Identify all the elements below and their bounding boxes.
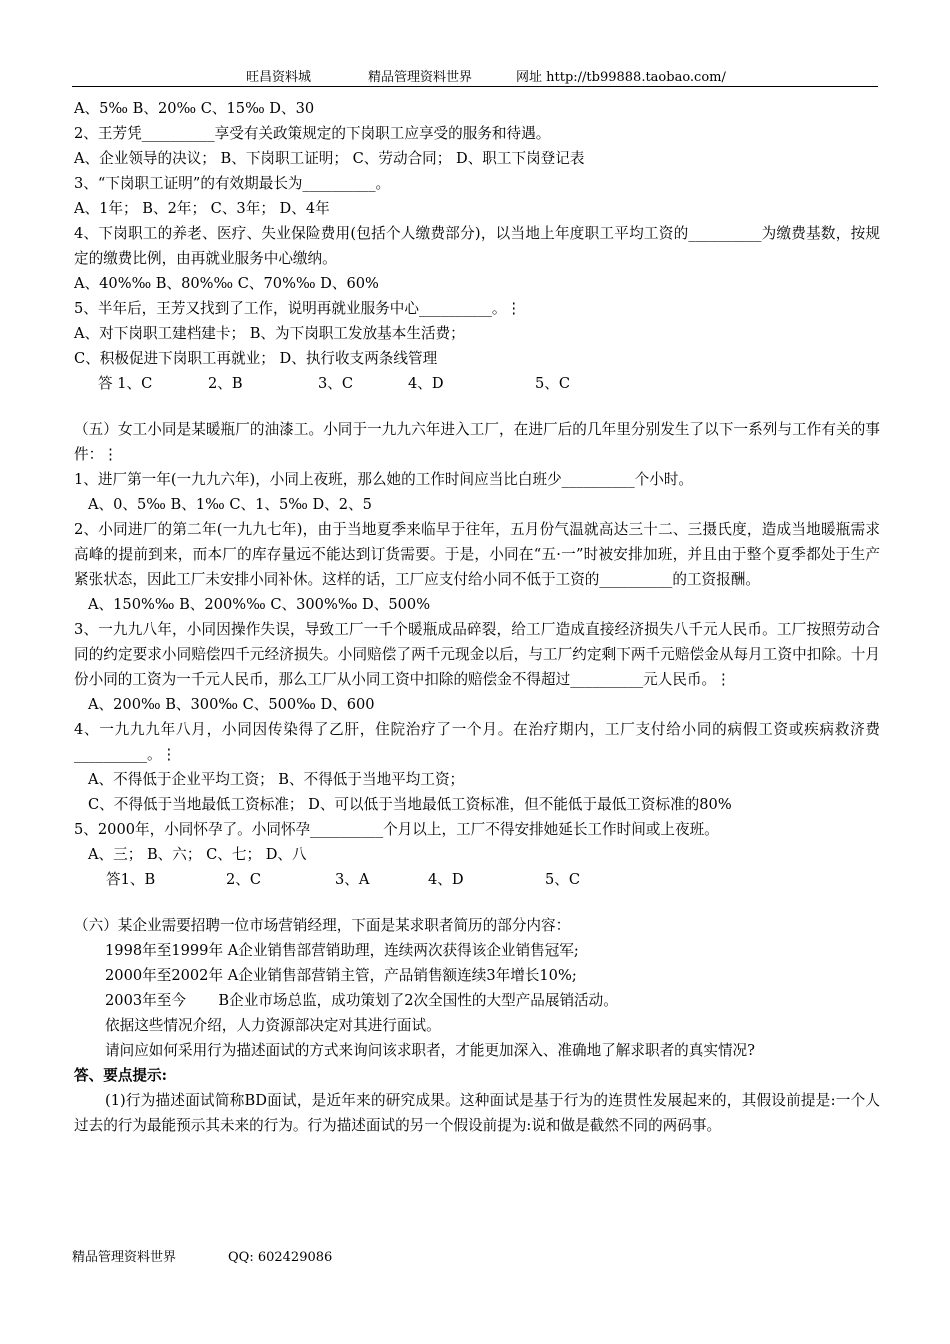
- s5-q3-text: 3、一九九八年，小同因操作失误，导致工厂一千个暖瓶成品碎裂，给工厂造成直接经济损失八千元人民币。工厂按照劳动合同的约定要求小同赔偿四千元经济损失。小同赔偿了两千元现金以后，与工厂约定剩下两千元赔偿金从每月工资中扣除。十月份小同的工资为一千元人民币，那么工厂从小同工资中扣除的赔偿金不得超过__________元人民币。⋮: [74, 621, 880, 688]
- answer-item: 3、C: [318, 375, 354, 392]
- resume-line-2: 2000年至2002年 A企业销售部营销主管，产品销售额连续3年增长10%;: [105, 967, 577, 984]
- q1-options: A、5‰ B、20‰ C、15‰ D、30: [74, 100, 315, 117]
- s5-q4-text: 4、一九九九年八月，小同因传染得了乙肝，住院治疗了一个月。在治疗期内，工厂支付给小同的病假工资或疾病救济费__________。⋮: [74, 721, 880, 763]
- footer-world-name: 精品管理资料世界: [72, 1250, 177, 1265]
- resume-line-1: 1998年至1999年 A企业销售部营销助理，连续两次获得该企业销售冠军;: [105, 942, 579, 959]
- q2-options: A、企业领导的决议； B、下岗职工证明； C、劳动合同； D、职工下岗登记表: [74, 150, 585, 167]
- s5-q5-text: 5、2000年，小同怀孕了。小同怀孕__________个月以上，工厂不得安排她延长工作时间或上夜班。: [74, 821, 719, 838]
- q4-text: 4、下岗职工的养老、医疗、失业保险费用(包括个人缴费部分)，以当地上年度职工平均工资的__________为缴费基数，按规定的缴费比例，由再就业服务中心缴纳。: [74, 225, 880, 267]
- page-footer: [72, 1246, 384, 1265]
- header-world-name: 精品管理资料世界: [368, 70, 473, 85]
- s5-q2-text: 2、小同进厂的第二年(一九九七年)，由于当地夏季来临早于往年，五月份气温就高达三十二、三摄氏度，造成当地暖瓶需求高峰的提前到来，而本厂的库存量远不能达到订货需要。于是，小同在“五·一”时被安排加班，并且由于整个夏季都处于生产紧张状态，因此工厂未安排小同补休。这样的话，工厂应支付给小同不低于工资的__________的工资报酬。: [74, 521, 880, 588]
- q5-text: 5、半年后，王芳又找到了工作，说明再就业服务中心__________。⋮: [74, 300, 522, 317]
- answer-item: 4、D: [408, 375, 444, 392]
- answer-item: 答1、B: [106, 871, 156, 888]
- q5-options-1: A、对下岗职工建档建卡； B、为下岗职工发放基本生活费；: [74, 325, 465, 342]
- answer-body: (1)行为描述面试简称BD面试，是近年来的研究成果。这种面试是基于行为的连贯性发展起来的，其假设前提是:一个人过去的行为最能预示其未来的行为。行为描述面试的另一个假设前提为:说和做是截然不同的两码事。: [74, 1092, 880, 1134]
- answer-item: 4、D: [428, 871, 464, 888]
- header-site-name: 旺昌资料城: [246, 70, 312, 85]
- s5-q1-text: 1、进厂第一年(一九九六年)，小同上夜班，那么她的工作时间应当比白班少__________个小时。: [74, 471, 694, 488]
- interview-decision: 依据这些情况介绍，人力资源部决定对其进行面试。: [105, 1017, 441, 1034]
- resume-line-3: 2003年至今 B企业市场总监，成功策划了2次全国性的大型产品展销活动。: [105, 992, 618, 1009]
- document-body: [74, 96, 880, 1138]
- q3-options: A、1年； B、2年； C、3年； D、4年: [74, 200, 330, 217]
- page-header: [72, 66, 878, 87]
- s5-q3-options: A、200‰ B、300‰ C、500‰ D、600: [88, 696, 375, 713]
- answer-row-2: [74, 867, 880, 892]
- answer-item: 2、C: [226, 871, 262, 888]
- s5-q2-options: A、150%‰ B、200%‰ C、300%‰ D、500%: [88, 596, 431, 613]
- section6-question: 请问应如何采用行为描述面试的方式来询问该求职者，才能更加深入、准确地了解求职者的真实情况?: [105, 1042, 755, 1059]
- header-url[interactable]: 网址 http://tb99888.taobao.com/: [516, 70, 726, 85]
- answer-item: 2、B: [208, 375, 243, 392]
- section5-intro: （五）女工小同是某暖瓶厂的油漆工。小同于一九九六年进入工厂，在进厂后的几年里分别发生了以下一系列与工作有关的事件：⋮: [74, 421, 880, 463]
- s5-q4-options-2: C、不得低于当地最低工资标准； D、可以低于当地最低工资标准，但不能低于最低工资标准的80%: [88, 796, 732, 813]
- answer-item: 5、C: [535, 375, 571, 392]
- answer-item: 3、A: [335, 871, 370, 888]
- answer-row-1: [74, 371, 880, 396]
- q4-options: A、40%‰ B、80%‰ C、70%‰ D、60%: [74, 275, 379, 292]
- q5-options-2: C、积极促进下岗职工再就业； D、执行收支两条线管理: [74, 350, 438, 367]
- s5-q1-options: A、0、5‰ B、1‰ C、1、5‰ D、2、5: [88, 496, 372, 513]
- s5-q4-options-1: A、不得低于企业平均工资； B、不得低于当地平均工资；: [88, 771, 465, 788]
- footer-qq: QQ: 602429086: [228, 1250, 333, 1265]
- q3-text: 3、“下岗职工证明”的有效期最长为__________。: [74, 175, 391, 192]
- answer-item: 答 1、C: [98, 375, 153, 392]
- answer-item: 5、C: [545, 871, 581, 888]
- answer-heading: 答、要点提示:: [74, 1067, 167, 1084]
- s5-q5-options: A、三； B、六； C、七； D、八: [88, 846, 307, 863]
- q2-text: 2、王芳凭__________享受有关政策规定的下岗职工应享受的服务和待遇。: [74, 125, 551, 142]
- section6-intro: （六）某企业需要招聘一位市场营销经理，下面是某求职者简历的部分内容：: [74, 917, 571, 934]
